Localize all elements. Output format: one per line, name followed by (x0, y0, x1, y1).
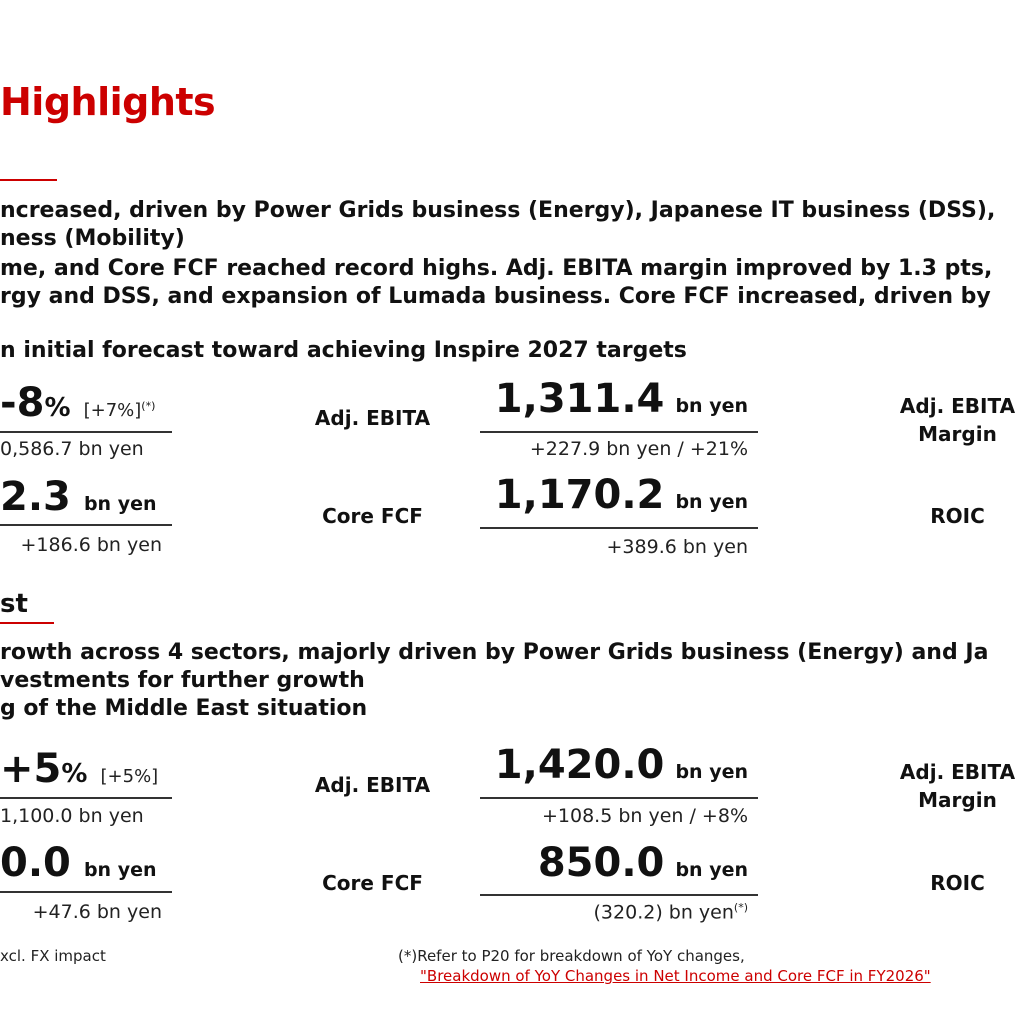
footnote-right: (*)Refer to P20 for breakdown of YoY changes, (398, 947, 745, 965)
forecast-adj-ebita (480, 742, 748, 788)
page-title: Highlights (0, 80, 216, 124)
forecast-revenue-sub: 1,100.0 bn yen (0, 805, 144, 827)
results-core-fcf-rule (480, 527, 758, 529)
forecast-revenue-bracket: [+5%] (100, 766, 159, 787)
results-revenue-sub: 0,586.7 bn yen (0, 438, 144, 460)
forecast-bullet-2: vestments for further growth (0, 668, 365, 693)
forecast-section-underline (0, 622, 54, 624)
results-adj-ebita (480, 376, 748, 422)
forecast-core-fcf-label: Core FCF (322, 871, 423, 895)
results-adj-ebita-rule (480, 431, 758, 433)
results-adj-ebita-label: Adj. EBITA (314, 406, 431, 430)
results-bullet-2: ness (Mobility) (0, 226, 185, 251)
results-net-income-sub: +186.6 bn yen (20, 534, 162, 556)
forecast-adj-ebita-unit: bn yen (675, 761, 748, 783)
results-core-fcf-unit: bn yen (675, 491, 748, 513)
forecast-revenue (0, 746, 158, 792)
forecast-adj-ebita-rule (480, 797, 758, 799)
results-margin-label-1: Adj. EBITA (899, 394, 1016, 418)
forecast-adj-ebita-label: Adj. EBITA (314, 773, 431, 797)
results-adj-ebita-unit: bn yen (675, 395, 748, 417)
forecast-margin-label-2: Margin (918, 788, 997, 812)
forecast-core-fcf-unit: bn yen (675, 859, 748, 881)
results-core-fcf (480, 472, 748, 518)
results-margin-label-2: Margin (918, 422, 997, 446)
forecast-adj-ebita-sub: +108.5 bn yen / +8% (541, 805, 748, 827)
results-net-income (0, 474, 157, 520)
results-revenue-value: -8 (0, 380, 45, 426)
results-bullet-5: n initial forecast toward achieving Inspire 2027 targets (0, 338, 687, 363)
forecast-bullet-1: rowth across 4 sectors, majorly driven by Power Grids business (Energy) and Ja (0, 640, 989, 665)
forecast-net-income (0, 840, 157, 886)
forecast-bullet-3: g of the Middle East situation (0, 696, 368, 721)
results-adj-ebita-sub: +227.9 bn yen / +21% (529, 438, 748, 460)
results-core-fcf-label: Core FCF (322, 504, 423, 528)
results-revenue-pct: % (44, 393, 71, 423)
results-bullet-4: rgy and DSS, and expansion of Lumada business. Core FCF increased, driven by (0, 284, 991, 309)
forecast-section-title: st (0, 589, 28, 619)
results-bullet-1: ncreased, driven by Power Grids business (Energy), Japanese IT business (DSS), (0, 198, 996, 223)
results-net-income-value: 2.3 (0, 474, 71, 520)
forecast-net-income-rule (0, 891, 172, 893)
results-core-fcf-value: 1,170.2 (494, 472, 665, 518)
forecast-adj-ebita-value: 1,420.0 (494, 742, 665, 788)
results-roic-label: ROIC (930, 504, 985, 528)
results-revenue-bracket: [+7%] (83, 400, 142, 421)
forecast-revenue-pct: % (61, 759, 88, 789)
forecast-core-fcf-rule (480, 894, 758, 896)
forecast-core-fcf-sub-text: (320.2) bn yen (593, 901, 734, 924)
footnote-link[interactable]: "Breakdown of YoY Changes in Net Income and Core FCF in FY2026" (420, 967, 931, 985)
forecast-roic-label: ROIC (930, 871, 985, 895)
forecast-core-fcf (480, 840, 748, 886)
forecast-core-fcf-sub-sup: (*) (733, 901, 748, 914)
results-bullet-3: me, and Core FCF reached record highs. Adj. EBITA margin improved by 1.3 pts, (0, 256, 993, 281)
forecast-net-income-unit: bn yen (83, 859, 157, 881)
forecast-core-fcf-value: 850.0 (537, 840, 665, 886)
results-net-income-unit: bn yen (83, 493, 157, 515)
title-underline (0, 179, 57, 181)
forecast-net-income-value: 0.0 (0, 840, 71, 886)
results-core-fcf-sub: +389.6 bn yen (606, 536, 748, 558)
results-net-income-rule (0, 524, 172, 526)
results-revenue-sup: (*) (141, 399, 156, 413)
forecast-core-fcf-sub (480, 901, 748, 923)
footnote-left: xcl. FX impact (0, 947, 106, 965)
forecast-margin-label-1: Adj. EBITA (899, 760, 1016, 784)
results-revenue (0, 380, 155, 426)
results-revenue-rule (0, 431, 172, 433)
results-adj-ebita-value: 1,311.4 (494, 376, 665, 422)
forecast-net-income-sub: +47.6 bn yen (32, 901, 162, 923)
forecast-revenue-value: +5 (0, 746, 62, 792)
forecast-revenue-rule (0, 797, 172, 799)
